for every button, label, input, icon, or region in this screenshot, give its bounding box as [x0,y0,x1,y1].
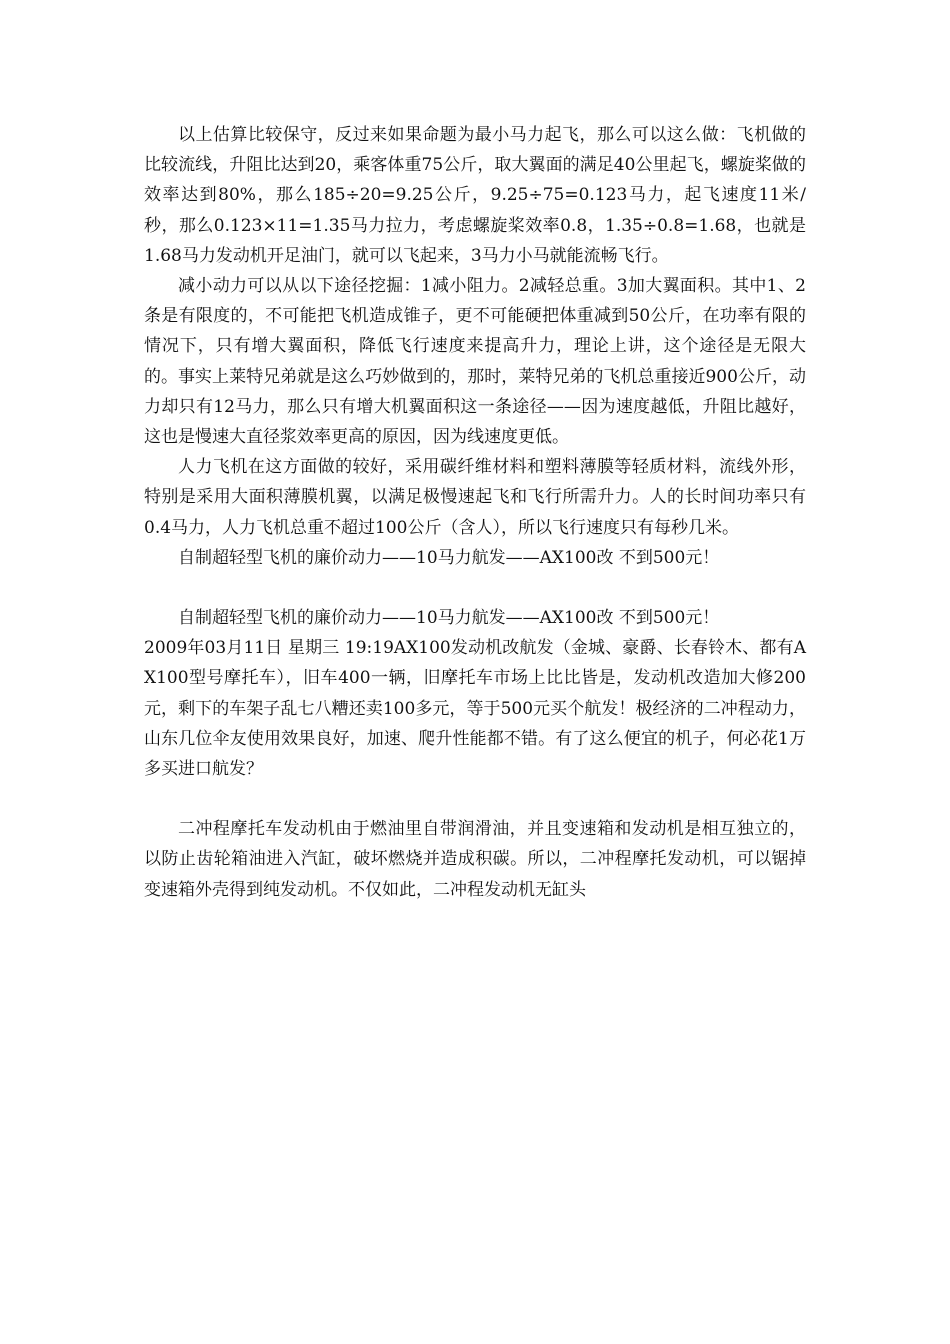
paragraph-heading-cheap-engine-repeat: 自制超轻型飞机的廉价动力——10马力航发——AX100改 不到500元！ [178,608,720,629]
paragraph-heading-cheap-engine: 自制超轻型飞机的廉价动力——10马力航发——AX100改 不到500元！ [178,547,720,568]
paragraph-two-stroke-engine: 二冲程摩托车发动机由于燃油里自带润滑油，并且变速箱和发动机是相互独立的，以防止齿轮箱油进入汽缸，破坏燃烧并造成积碳。所以，二冲程摩托发动机，可以锯掉变速箱外壳得到纯发动机。不仅如此，二冲程发动机无缸头 [144,819,806,900]
paragraph-human-powered-aircraft: 人力飞机在这方面做的较好，采用碳纤维材料和塑料薄膜等轻质材料，流线外形，特别是采用大面积薄膜机翼，以满足极慢速起飞和飞行所需升力。人的长时间功率只有0.4马力，人力飞机总重不超过100公斤（含人），所以飞行速度只有每秒几米。 [144,457,806,538]
document-body [144,120,806,905]
blank-line [144,573,806,603]
paragraph-reduce-power-approaches: 减小动力可以从以下途径挖掘：1减小阻力。2减轻总重。3加大翼面积。其中1、2条是有限度的，不可能把飞机造成锥子，更不可能硬把体重减到50公斤，在功率有限的情况下，只有增大翼面积，降低飞行速度来提高升力，理论上讲，这个途径是无限大的。事实上莱特兄弟就是这么巧妙做到的，那时，莱特兄弟的飞机总重接近900公斤，动力却只有12马力，那么只有增大机翼面积这一条途径——因为速度越低，升阻比越好，这也是慢速大直径浆效率更高的原因，因为线速度更低。 [144,276,806,448]
paragraph-ax100-conversion: 2009年03月11日 星期三 19:19AX100发动机改航发（金城、豪爵、长春铃木、都有AX100型号摩托车），旧车400一辆，旧摩托车市场上比比皆是，发动机改造加大修200元，剩下的车架子乱七八糟还卖100多元，等于500元买个航发！极经济的二冲程动力，山东几位伞友使用效果良好，加速、爬升性能都不错。有了这么便宜的机子，何必花1万多买进口航发？ [144,638,806,780]
paragraph-min-power-estimate: 以上估算比较保守，反过来如果命题为最小马力起飞，那么可以这么做：飞机做的比较流线，升阻比达到20，乘客体重75公斤，取大翼面的满足40公里起飞，螺旋桨做的效率达到80%，那么185÷20=9.25公斤，9.25÷75=0.123马力，起飞速度11米/秒，那么0.123×11=1.35马力拉力，考虑螺旋桨效率0.8，1.35÷0.8=1.68，也就是1.68马力发动机开足油门，就可以飞起来，3马力小马就能流畅飞行。 [144,125,806,266]
blank-line [144,784,806,814]
